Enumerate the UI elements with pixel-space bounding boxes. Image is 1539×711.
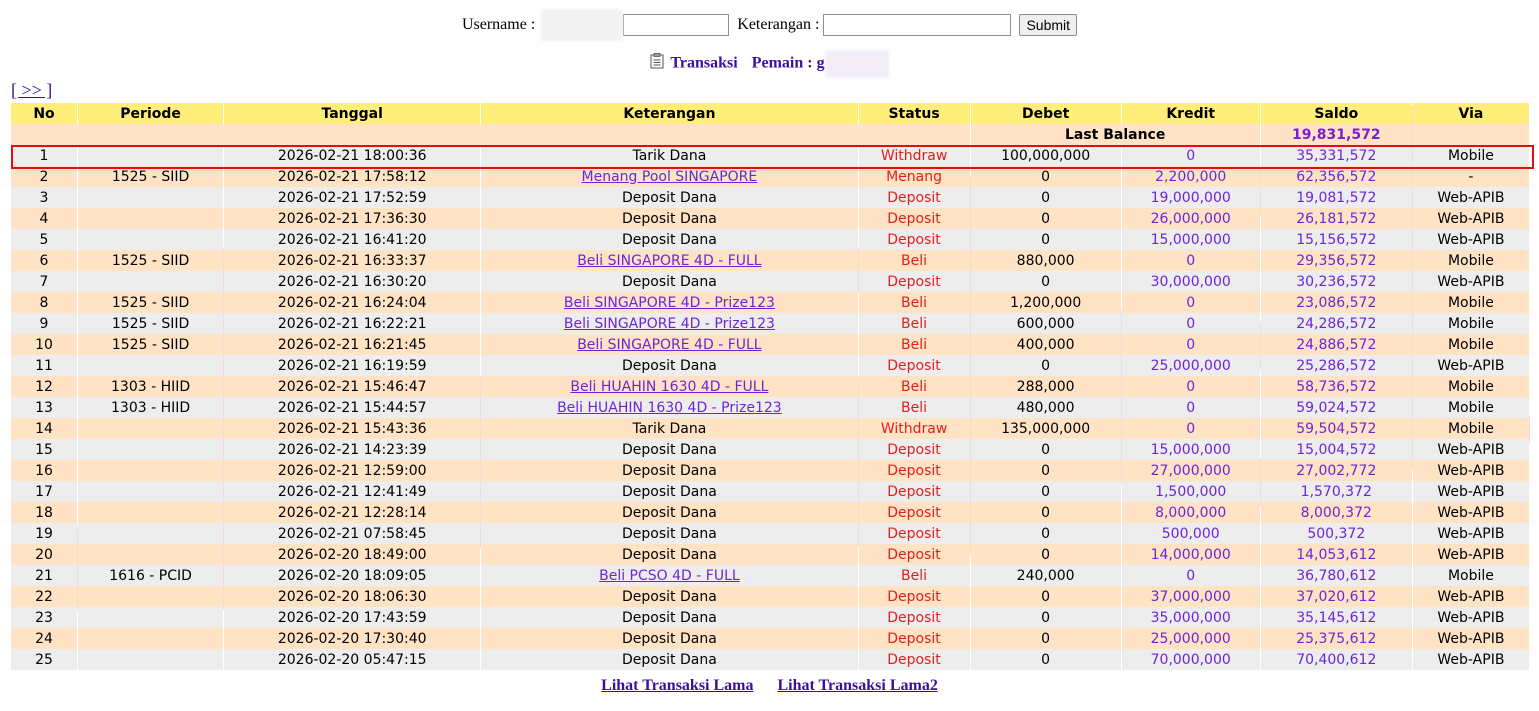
table-row	[11, 208, 1529, 229]
cell-kredit: 15,000,000	[1122, 229, 1260, 250]
cell-debet: 135,000,000	[971, 418, 1121, 439]
transaction-table	[10, 103, 1530, 670]
cell-tanggal: 2026-02-21 17:58:12	[224, 166, 480, 187]
cell-saldo: 8,000,372	[1261, 502, 1412, 523]
cell-periode	[78, 418, 223, 439]
table-header-row	[11, 103, 1529, 124]
cell-kredit: 0	[1122, 397, 1260, 418]
cell-periode	[78, 544, 223, 565]
username-input[interactable]	[623, 14, 729, 36]
cell-keterangan: Tarik Dana	[481, 418, 857, 439]
cell-via: Web-APIB	[1413, 460, 1529, 481]
cell-tanggal: 2026-02-21 16:33:37	[224, 250, 480, 271]
table-row	[11, 439, 1529, 460]
cell-periode: 1525 - SIID	[78, 166, 223, 187]
cell-tanggal: 2026-02-21 16:41:20	[224, 229, 480, 250]
cell-debet: 0	[971, 271, 1121, 292]
cell-keterangan: Deposit Dana	[481, 229, 857, 250]
page-title	[0, 50, 1539, 78]
cell-via: Web-APIB	[1413, 649, 1529, 670]
last-balance-value: 19,831,572	[1261, 124, 1412, 145]
cell-tanggal: 2026-02-21 16:21:45	[224, 334, 480, 355]
table-row	[11, 313, 1529, 334]
cell-status: Beli	[859, 313, 970, 334]
cell-periode	[78, 607, 223, 628]
cell-keterangan	[481, 397, 857, 418]
cell-no: 25	[11, 649, 77, 670]
keterangan-link[interactable]: Beli HUAHIN 1630 4D - FULL	[570, 378, 769, 395]
cell-tanggal: 2026-02-21 16:19:59	[224, 355, 480, 376]
cell-status: Deposit	[859, 607, 970, 628]
cell-tanggal: 2026-02-21 07:58:45	[224, 523, 480, 544]
cell-tanggal: 2026-02-21 15:44:57	[224, 397, 480, 418]
cell-no: 23	[11, 607, 77, 628]
cell-tanggal: 2026-02-21 17:52:59	[224, 187, 480, 208]
cell-debet: 0	[971, 355, 1121, 376]
cell-keterangan: Deposit Dana	[481, 649, 857, 670]
cell-periode	[78, 481, 223, 502]
cell-via: Web-APIB	[1413, 502, 1529, 523]
cell-debet: 0	[971, 544, 1121, 565]
cell-saldo: 30,236,572	[1261, 271, 1412, 292]
lihat-transaksi-lama-link[interactable]: Lihat Transaksi Lama	[601, 677, 754, 694]
cell-kredit: 35,000,000	[1122, 607, 1260, 628]
footer-links	[0, 677, 1539, 695]
cell-keterangan: Deposit Dana	[481, 523, 857, 544]
pemain-label: Pemain :	[751, 54, 813, 72]
cell-no: 21	[11, 565, 77, 586]
cell-tanggal: 2026-02-20 18:06:30	[224, 586, 480, 607]
cell-saldo: 37,020,612	[1261, 586, 1412, 607]
cell-tanggal: 2026-02-21 15:46:47	[224, 376, 480, 397]
cell-kredit: 8,000,000	[1122, 502, 1260, 523]
cell-status: Menang	[859, 166, 970, 187]
cell-status: Withdraw	[859, 145, 970, 166]
cell-keterangan: Deposit Dana	[481, 187, 857, 208]
cell-no: 12	[11, 376, 77, 397]
cell-saldo: 59,504,572	[1261, 418, 1412, 439]
col-periode: Periode	[78, 103, 223, 124]
cell-status: Deposit	[859, 439, 970, 460]
cell-kredit: 27,000,000	[1122, 460, 1260, 481]
cell-via: Web-APIB	[1413, 544, 1529, 565]
cell-periode: 1525 - SIID	[78, 250, 223, 271]
cell-via: Mobile	[1413, 250, 1529, 271]
cell-tanggal: 2026-02-21 14:23:39	[224, 439, 480, 460]
table-row	[11, 355, 1529, 376]
cell-via: Mobile	[1413, 145, 1529, 166]
cell-keterangan: Deposit Dana	[481, 481, 857, 502]
cell-kredit: 70,000,000	[1122, 649, 1260, 670]
keterangan-label: Keterangan :	[737, 16, 820, 33]
cell-via: Web-APIB	[1413, 481, 1529, 502]
cell-kredit: 0	[1122, 565, 1260, 586]
cell-tanggal: 2026-02-20 17:30:40	[224, 628, 480, 649]
cell-kredit: 0	[1122, 292, 1260, 313]
cell-via: Web-APIB	[1413, 355, 1529, 376]
cell-no: 11	[11, 355, 77, 376]
submit-button[interactable]: Submit	[1019, 14, 1077, 36]
cell-saldo: 14,053,612	[1261, 544, 1412, 565]
cell-saldo: 62,356,572	[1261, 166, 1412, 187]
cell-saldo: 15,004,572	[1261, 439, 1412, 460]
cell-periode: 1525 - SIID	[78, 292, 223, 313]
cell-no: 4	[11, 208, 77, 229]
cell-saldo: 25,286,572	[1261, 355, 1412, 376]
cell-keterangan	[481, 166, 857, 187]
cell-via: Mobile	[1413, 418, 1529, 439]
cell-debet: 0	[971, 187, 1121, 208]
cell-periode	[78, 145, 223, 166]
cell-keterangan: Deposit Dana	[481, 208, 857, 229]
cell-saldo: 70,400,612	[1261, 649, 1412, 670]
cell-tanggal: 2026-02-20 18:49:00	[224, 544, 480, 565]
cell-saldo: 26,181,572	[1261, 208, 1412, 229]
keterangan-link[interactable]: Beli SINGAPORE 4D - FULL	[577, 336, 762, 353]
cell-debet: 0	[971, 460, 1121, 481]
cell-tanggal: 2026-02-21 12:41:49	[224, 481, 480, 502]
cell-periode	[78, 649, 223, 670]
cell-status: Deposit	[859, 523, 970, 544]
cell-keterangan: Deposit Dana	[481, 607, 857, 628]
table-row	[11, 376, 1529, 397]
cell-no: 20	[11, 544, 77, 565]
cell-status: Deposit	[859, 544, 970, 565]
cell-tanggal: 2026-02-21 12:28:14	[224, 502, 480, 523]
cell-tanggal: 2026-02-20 05:47:15	[224, 649, 480, 670]
cell-saldo: 27,002,772	[1261, 460, 1412, 481]
cell-kredit: 25,000,000	[1122, 355, 1260, 376]
cell-periode	[78, 460, 223, 481]
cell-saldo: 29,356,572	[1261, 250, 1412, 271]
cell-no: 10	[11, 334, 77, 355]
cell-no: 5	[11, 229, 77, 250]
cell-saldo: 25,375,612	[1261, 628, 1412, 649]
cell-keterangan: Deposit Dana	[481, 355, 857, 376]
cell-via: Web-APIB	[1413, 607, 1529, 628]
table-row	[11, 481, 1529, 502]
username-redaction	[541, 9, 623, 41]
table-row	[11, 145, 1529, 166]
table-row	[11, 418, 1529, 439]
cell-no: 1	[11, 145, 77, 166]
table-row	[11, 292, 1529, 313]
cell-periode: 1525 - SIID	[78, 313, 223, 334]
cell-periode	[78, 439, 223, 460]
cell-saldo: 24,286,572	[1261, 313, 1412, 334]
last-balance-label: Last Balance	[971, 124, 1260, 145]
cell-kredit: 19,000,000	[1122, 187, 1260, 208]
cell-kredit: 14,000,000	[1122, 544, 1260, 565]
cell-status: Deposit	[859, 628, 970, 649]
cell-via: Web-APIB	[1413, 208, 1529, 229]
next-page-link[interactable]: [ >> ]	[11, 80, 53, 100]
cell-debet: 0	[971, 439, 1121, 460]
cell-keterangan	[481, 250, 857, 271]
clipboard-icon	[650, 53, 664, 69]
table-row	[11, 523, 1529, 544]
cell-tanggal: 2026-02-20 18:09:05	[224, 565, 480, 586]
cell-tanggal: 2026-02-21 16:24:04	[224, 292, 480, 313]
col-status: Status	[859, 103, 970, 124]
table-row	[11, 565, 1529, 586]
cell-no: 9	[11, 313, 77, 334]
cell-keterangan: Deposit Dana	[481, 502, 857, 523]
cell-kredit: 30,000,000	[1122, 271, 1260, 292]
cell-status: Beli	[859, 397, 970, 418]
cell-no: 24	[11, 628, 77, 649]
cell-no: 16	[11, 460, 77, 481]
cell-no: 17	[11, 481, 77, 502]
search-form	[0, 9, 1539, 41]
cell-debet: 880,000	[971, 250, 1121, 271]
cell-via: Mobile	[1413, 334, 1529, 355]
cell-status: Deposit	[859, 460, 970, 481]
cell-debet: 240,000	[971, 565, 1121, 586]
table-row	[11, 397, 1529, 418]
cell-via: Mobile	[1413, 397, 1529, 418]
table-row	[11, 460, 1529, 481]
cell-status: Deposit	[859, 586, 970, 607]
cell-debet: 0	[971, 208, 1121, 229]
cell-via: Mobile	[1413, 376, 1529, 397]
keterangan-link[interactable]: Beli HUAHIN 1630 4D - Prize123	[557, 399, 782, 416]
cell-debet: 288,000	[971, 376, 1121, 397]
cell-saldo: 35,145,612	[1261, 607, 1412, 628]
cell-kredit: 37,000,000	[1122, 586, 1260, 607]
cell-keterangan: Deposit Dana	[481, 628, 857, 649]
cell-debet: 0	[971, 649, 1121, 670]
cell-no: 15	[11, 439, 77, 460]
cell-kredit: 0	[1122, 376, 1260, 397]
cell-periode: 1525 - SIID	[78, 334, 223, 355]
table-row	[11, 271, 1529, 292]
cell-keterangan	[481, 334, 857, 355]
cell-saldo: 19,081,572	[1261, 187, 1412, 208]
cell-no: 22	[11, 586, 77, 607]
cell-tanggal: 2026-02-21 17:36:30	[224, 208, 480, 229]
keterangan-link[interactable]: Beli SINGAPORE 4D - Prize123	[563, 315, 775, 332]
last-balance-row	[11, 124, 1529, 145]
cell-kredit: 26,000,000	[1122, 208, 1260, 229]
cell-debet: 0	[971, 586, 1121, 607]
cell-via: Web-APIB	[1413, 229, 1529, 250]
cell-no: 3	[11, 187, 77, 208]
cell-tanggal: 2026-02-20 17:43:59	[224, 607, 480, 628]
cell-debet: 0	[971, 502, 1121, 523]
cell-debet: 1,200,000	[971, 292, 1121, 313]
cell-status: Deposit	[859, 208, 970, 229]
cell-status: Beli	[859, 565, 970, 586]
cell-keterangan	[481, 292, 857, 313]
cell-debet: 0	[971, 166, 1121, 187]
cell-periode: 1303 - HIID	[78, 397, 223, 418]
cell-no: 18	[11, 502, 77, 523]
lihat-transaksi-lama2-link[interactable]: Lihat Transaksi Lama2	[777, 677, 938, 694]
cell-saldo: 24,886,572	[1261, 334, 1412, 355]
cell-periode	[78, 628, 223, 649]
col-no: No	[11, 103, 77, 124]
col-saldo: Saldo	[1261, 103, 1412, 124]
cell-status: Beli	[859, 250, 970, 271]
cell-keterangan: Deposit Dana	[481, 460, 857, 481]
cell-via: Mobile	[1413, 565, 1529, 586]
col-via: Via	[1413, 103, 1529, 124]
cell-debet: 600,000	[971, 313, 1121, 334]
cell-no: 7	[11, 271, 77, 292]
cell-kredit: 500,000	[1122, 523, 1260, 544]
cell-tanggal: 2026-02-21 18:00:36	[224, 145, 480, 166]
cell-via: Mobile	[1413, 313, 1529, 334]
col-debet: Debet	[971, 103, 1121, 124]
cell-tanggal: 2026-02-21 16:22:21	[224, 313, 480, 334]
table-row	[11, 166, 1529, 187]
cell-via: Web-APIB	[1413, 586, 1529, 607]
table-row	[11, 229, 1529, 250]
cell-debet: 400,000	[971, 334, 1121, 355]
cell-tanggal: 2026-02-21 15:43:36	[224, 418, 480, 439]
table-row	[11, 334, 1529, 355]
cell-debet: 480,000	[971, 397, 1121, 418]
cell-keterangan: Deposit Dana	[481, 544, 857, 565]
cell-saldo: 58,736,572	[1261, 376, 1412, 397]
table-row	[11, 628, 1529, 649]
cell-periode	[78, 523, 223, 544]
cell-kredit: 0	[1122, 250, 1260, 271]
username-label: Username :	[461, 16, 536, 33]
cell-kredit: 1,500,000	[1122, 481, 1260, 502]
cell-status: Beli	[859, 376, 970, 397]
cell-status: Beli	[859, 292, 970, 313]
cell-debet: 0	[971, 628, 1121, 649]
cell-no: 14	[11, 418, 77, 439]
table-row	[11, 187, 1529, 208]
cell-debet: 100,000,000	[971, 145, 1121, 166]
keterangan-link[interactable]: Menang Pool SINGAPORE	[581, 168, 758, 185]
cell-saldo: 15,156,572	[1261, 229, 1412, 250]
cell-status: Deposit	[859, 649, 970, 670]
cell-kredit: 0	[1122, 418, 1260, 439]
col-keterangan: Keterangan	[481, 103, 857, 124]
cell-status: Withdraw	[859, 418, 970, 439]
cell-keterangan: Tarik Dana	[481, 145, 857, 166]
cell-status: Deposit	[859, 229, 970, 250]
keterangan-link[interactable]: Beli PCSO 4D - FULL	[599, 567, 740, 584]
col-kredit: Kredit	[1122, 103, 1260, 124]
cell-keterangan	[481, 313, 857, 334]
cell-periode	[78, 502, 223, 523]
table-row	[11, 544, 1529, 565]
cell-no: 8	[11, 292, 77, 313]
cell-periode: 1303 - HIID	[78, 376, 223, 397]
cell-kredit: 0	[1122, 313, 1260, 334]
cell-saldo: 500,372	[1261, 523, 1412, 544]
cell-via: Web-APIB	[1413, 271, 1529, 292]
cell-kredit: 25,000,000	[1122, 628, 1260, 649]
cell-no: 19	[11, 523, 77, 544]
cell-periode	[78, 208, 223, 229]
cell-keterangan: Deposit Dana	[481, 439, 857, 460]
cell-keterangan	[481, 376, 857, 397]
cell-status: Deposit	[859, 271, 970, 292]
cell-periode	[78, 355, 223, 376]
cell-keterangan	[481, 565, 857, 586]
cell-status: Deposit	[859, 355, 970, 376]
table-row	[11, 649, 1529, 670]
cell-tanggal: 2026-02-21 12:59:00	[224, 460, 480, 481]
transaksi-title: Transaksi	[670, 54, 738, 72]
cell-status: Beli	[859, 334, 970, 355]
cell-tanggal: 2026-02-21 16:30:20	[224, 271, 480, 292]
cell-keterangan: Deposit Dana	[481, 586, 857, 607]
cell-kredit: 2,200,000	[1122, 166, 1260, 187]
table-row	[11, 607, 1529, 628]
cell-periode	[78, 586, 223, 607]
table-row	[11, 502, 1529, 523]
cell-no: 13	[11, 397, 77, 418]
cell-periode	[78, 271, 223, 292]
cell-status: Deposit	[859, 187, 970, 208]
table-row	[11, 250, 1529, 271]
col-tanggal: Tanggal	[224, 103, 480, 124]
keterangan-link[interactable]: Beli SINGAPORE 4D - Prize123	[563, 294, 775, 311]
cell-debet: 0	[971, 229, 1121, 250]
cell-saldo: 35,331,572	[1261, 145, 1412, 166]
cell-via: Web-APIB	[1413, 523, 1529, 544]
keterangan-link[interactable]: Beli SINGAPORE 4D - FULL	[577, 252, 762, 269]
cell-no: 6	[11, 250, 77, 271]
cell-kredit: 0	[1122, 145, 1260, 166]
cell-kredit: 15,000,000	[1122, 439, 1260, 460]
cell-saldo: 59,024,572	[1261, 397, 1412, 418]
cell-status: Deposit	[859, 502, 970, 523]
pemain-value: g	[816, 54, 825, 72]
cell-keterangan: Deposit Dana	[481, 271, 857, 292]
cell-via: Web-APIB	[1413, 439, 1529, 460]
keterangan-input[interactable]	[823, 14, 1011, 36]
cell-saldo: 23,086,572	[1261, 292, 1412, 313]
cell-via: Web-APIB	[1413, 187, 1529, 208]
pemain-redaction	[825, 50, 889, 78]
cell-no: 2	[11, 166, 77, 187]
cell-status: Deposit	[859, 481, 970, 502]
cell-debet: 0	[971, 607, 1121, 628]
cell-periode	[78, 229, 223, 250]
cell-saldo: 36,780,612	[1261, 565, 1412, 586]
cell-debet: 0	[971, 523, 1121, 544]
cell-via: Web-APIB	[1413, 628, 1529, 649]
table-row	[11, 586, 1529, 607]
cell-via: -	[1413, 166, 1529, 187]
cell-periode	[78, 187, 223, 208]
cell-periode: 1616 - PCID	[78, 565, 223, 586]
cell-via: Mobile	[1413, 292, 1529, 313]
cell-debet: 0	[971, 481, 1121, 502]
cell-kredit: 0	[1122, 334, 1260, 355]
cell-saldo: 1,570,372	[1261, 481, 1412, 502]
